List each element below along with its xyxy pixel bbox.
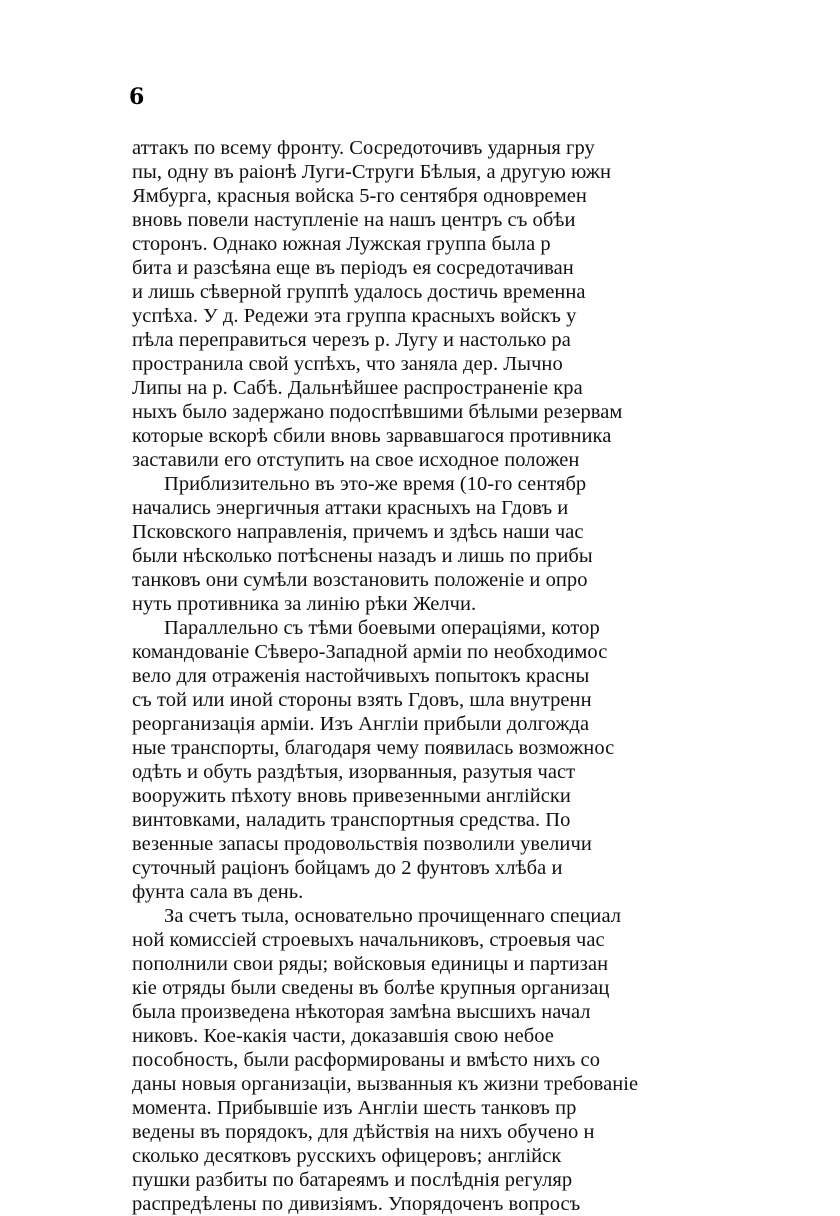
text-line: кіе отряды были сведены въ болѣе крупныя организац bbox=[132, 977, 610, 999]
text-line: сколько десятковъ русскихъ офицеровъ; англійск bbox=[132, 1145, 562, 1167]
text-line: распредѣлены по дивизіямъ. Упорядоченъ вопросъ bbox=[132, 1193, 581, 1215]
text-line: вновь повели наступленіе на нашъ центръ съ обѣи bbox=[132, 209, 576, 231]
text-line: ные транспорты, благодаря чему появилась возможнос bbox=[132, 737, 615, 759]
text-line: винтовками, наладить транспортныя средства. По bbox=[132, 809, 571, 831]
text-line: была произведена нѣкоторая замѣна высшихъ начал bbox=[132, 1001, 591, 1023]
paragraph bbox=[132, 136, 680, 472]
text-line: успѣха. У д. Редежи эта группа красныхъ войскъ у bbox=[132, 305, 577, 327]
text-line: Приблизительно въ это-же время (10-го сентябр bbox=[164, 473, 587, 495]
text-line: везенные запасы продовольствія позволили увеличи bbox=[132, 833, 592, 855]
text-line: одѣть и обуть раздѣтыя, изорванныя, разутыя част bbox=[132, 761, 576, 783]
text-line: сторонъ. Однако южная Лужская группа была р bbox=[132, 233, 551, 255]
text-line: ведены въ порядокъ, для дѣйствія на нихъ обучено н bbox=[132, 1121, 595, 1143]
text-line: пѣла переправиться черезъ р. Лугу и настолько ра bbox=[132, 329, 571, 351]
body-text bbox=[132, 136, 680, 1215]
text-line: пространила свой успѣхъ, что заняла дер. Лычно bbox=[132, 353, 563, 375]
text-line: заставили его отступить на свое исходное положен bbox=[132, 449, 580, 471]
text-line: вело для отраженія настойчивыхъ попытокъ красны bbox=[132, 665, 590, 687]
text-line: пособность, были расформированы и вмѣсто нихъ со bbox=[132, 1049, 600, 1071]
text-line: ныхъ было задержано подоспѣвшими бѣлыми резервам bbox=[132, 401, 623, 423]
paragraph bbox=[132, 904, 680, 1216]
text-line: бита и разсѣяна еще въ періодъ ея сосредотачиван bbox=[132, 257, 574, 279]
text-line: даны новыя организаціи, вызванныя къ жизни требованіе bbox=[132, 1073, 639, 1095]
text-line: вооружить пѣхоту вновь привезенными англійски bbox=[132, 785, 571, 807]
text-line: Параллельно съ тѣми боевыми операціями, котор bbox=[164, 617, 600, 639]
text-line: пополнили свои ряды; войсковыя единицы и партизан bbox=[132, 953, 609, 975]
text-line: пы, одну въ раіонѣ Луги-Струги Бѣлыя, а другую южн bbox=[132, 161, 612, 183]
text-line: реорганизація арміи. Изъ Англіи прибыли долгожда bbox=[132, 713, 590, 735]
text-line: нуть противника за линію рѣки Желчи. bbox=[132, 593, 477, 615]
text-line: никовъ. Кое-какія части, доказавшія свою небое bbox=[132, 1025, 554, 1047]
text-line: пушки разбиты по батареямъ и послѣднія регуляр bbox=[132, 1169, 573, 1191]
text-line: съ той или иной стороны взять Гдовъ, шла внутренн bbox=[132, 689, 592, 711]
text-line: аттакъ по всему фронту. Сосредоточивъ ударныя гру bbox=[132, 137, 595, 159]
text-line: Ямбурга, красныя войска 5-го сентября одновремен bbox=[132, 185, 587, 207]
text-line: танковъ они сумѣли возстановить положеніе и опро bbox=[132, 569, 588, 591]
text-line: фунта сала въ день. bbox=[132, 881, 304, 903]
text-line: суточный раціонъ бойцамъ до 2 фунтовъ хлѣба и bbox=[132, 857, 563, 879]
page-number: 6 bbox=[129, 84, 145, 110]
paragraph bbox=[132, 616, 680, 904]
text-line: и лишь сѣверной группѣ удалось достичь временна bbox=[132, 281, 586, 303]
text-line: которые вскорѣ сбили вновь зарвавшагося противника bbox=[132, 425, 612, 447]
text-line: начались энергичныя аттаки красныхъ на Гдовъ и bbox=[132, 497, 569, 519]
text-line: ной комиссіей строевыхъ начальниковъ, строевыя час bbox=[132, 929, 605, 951]
text-line: Псковского направленія, причемъ и здѣсь наши час bbox=[132, 521, 584, 543]
paragraph bbox=[132, 472, 680, 616]
text-line: были нѣсколько потѣснены назадъ и лишь по прибы bbox=[132, 545, 593, 567]
text-line: командованіе Сѣверо-Западной арміи по необходимос bbox=[132, 641, 608, 663]
text-line: Липы на р. Сабѣ. Дальнѣйшее распространеніе кра bbox=[132, 377, 583, 399]
text-line: момента. Прибывшіе изъ Англіи шесть танковъ пр bbox=[132, 1097, 577, 1119]
text-line: За счетъ тыла, основательно прочищеннаго специал bbox=[164, 905, 622, 927]
